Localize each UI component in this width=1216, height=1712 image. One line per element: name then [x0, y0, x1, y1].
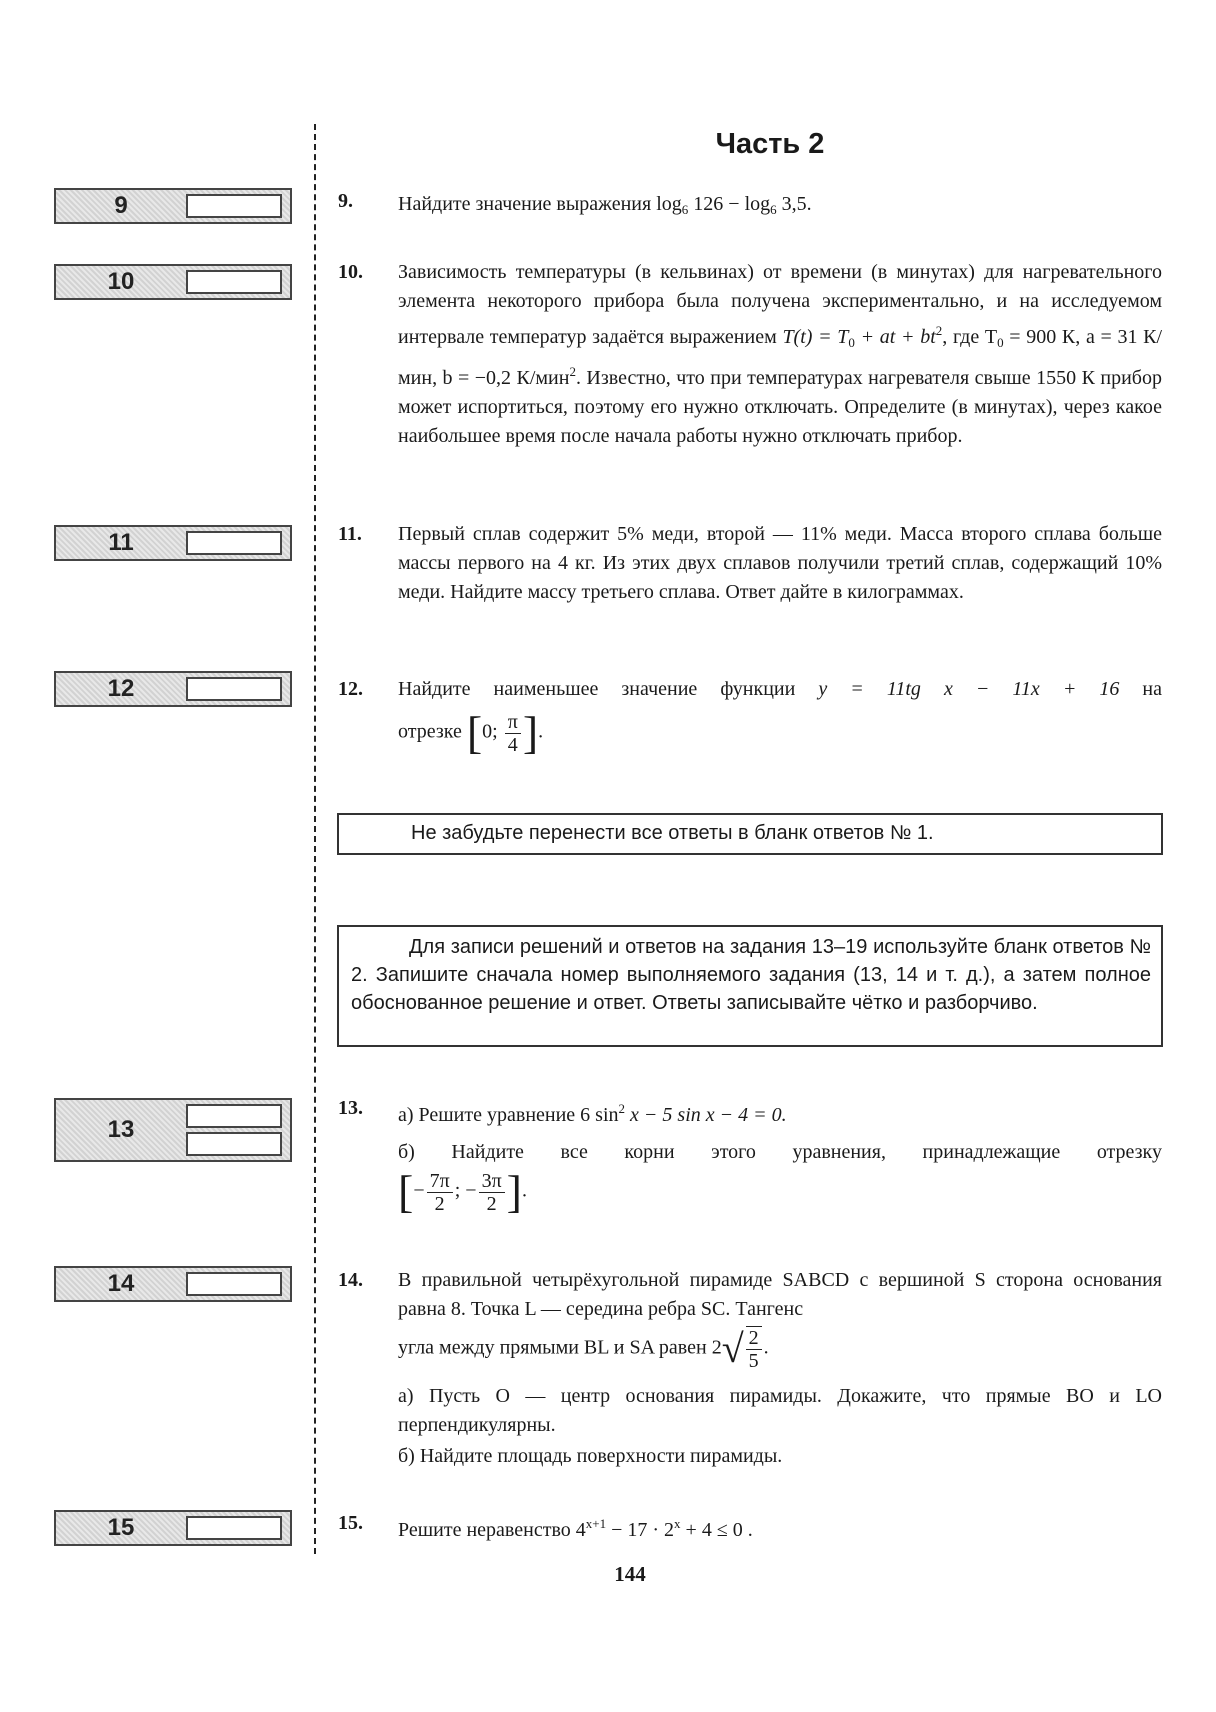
answer-badge-13 — [54, 1098, 292, 1162]
badge-number: 14 — [107, 1270, 135, 1297]
answer-badge-14 — [54, 1266, 292, 1302]
q14-text-1: В правильной четырёхугольной пирамиде SABCD с вершиной S сторона основания равна 8. Точка L — середина ребра SC. Тангенс — [398, 1269, 1162, 1320]
question-11: Первый сплав содержит 5% меди, второй — 11% меди. Масса второго сплава больше массы первого на 4 кг. Из этих двух сплавов получили третий сплав, содержащий 10% меди. Найдите массу третьего сплава. Ответ дайте в килограммах. — [398, 523, 1162, 603]
badge-number: 11 — [108, 529, 134, 556]
q12-start: 0; — [482, 720, 498, 743]
q15-text: Решите неравенство — [398, 1519, 571, 1541]
answer-badge-10 — [54, 264, 292, 300]
q10-sub: 0 — [997, 335, 1004, 350]
q9-log: log — [744, 193, 771, 215]
badge-number: 10 — [107, 268, 135, 295]
q13-a-rest: x − 5 sin x − 4 = 0. — [630, 1104, 787, 1126]
q13-b: б) Найдите все корни этого уравнения, принадлежащие отрезку — [398, 1141, 1162, 1163]
question-number-11: 11. — [338, 523, 362, 545]
q10-sub: 0 — [848, 335, 855, 350]
answer-box[interactable] — [186, 531, 282, 555]
answer-badge-11 — [54, 525, 292, 561]
q12-text: Найдите наименьшее значение функции — [398, 678, 796, 700]
q10-formula-rest: + at + bt — [860, 326, 936, 348]
q10-a: a = 31 К/мин, — [398, 326, 1163, 389]
question-13: а) Решите уравнение 6 $\sin^2 x - 5$ sin x − 4 = 0. б) Найдите все корни этого уравнения, принадлежащие отрезку [− $\frac{7\pi}{2}$ ; − $\frac{3\pi}{2}$ ]. — [398, 1101, 1162, 1217]
answer-badge-12 — [54, 671, 292, 707]
answer-box[interactable] — [186, 1516, 282, 1540]
page-number: 144 — [614, 1562, 646, 1586]
q9-arg1: 126 − — [693, 193, 740, 215]
q12-segment: отрезке — [398, 720, 462, 743]
q14-text-2: угла между прямыми BL и SA равен 2 — [398, 1336, 722, 1359]
answer-box[interactable] — [186, 270, 282, 294]
q13-fraction-2: $\frac{3\pi}{2}$ — [479, 1170, 505, 1215]
q10-text-2: . Известно, что при температурах нагревателя свыше 1550 К прибор может испортиться, поэтому его нужно отключать. Определите (в минутах), через какое наибольшее время после начала работы нужно отключать прибор. — [398, 367, 1162, 447]
badge-number: 13 — [107, 1116, 135, 1143]
question-15: Решите неравенство $4^{x+1} - 17 \cdot 2^x + 4 \le 0$ . — [398, 1516, 753, 1541]
question-number-15: 15. — [338, 1512, 363, 1534]
q12-function: y = 11tg x − 11x + 16 — [818, 678, 1120, 700]
right-bracket: ] — [522, 707, 539, 758]
badge-number: 9 — [114, 192, 128, 219]
q9-base: 6 — [770, 202, 777, 217]
left-bracket: [ — [466, 707, 483, 758]
answer-box[interactable] — [186, 677, 282, 701]
question-number-14: 14. — [338, 1269, 363, 1291]
sqrt-expression: √ $\frac{2}{5}$ — [722, 1326, 764, 1372]
badge-number: 12 — [107, 675, 135, 702]
q9-arg2: 3,5. — [781, 193, 812, 215]
question-12: Найдите наименьшее значение функции y = 11tg x − 11x + 16 на отрезке [0; $\frac{\pi}{4}$ ]. — [398, 678, 1163, 758]
answer-box[interactable] — [186, 1272, 282, 1296]
q9-log: log — [656, 193, 682, 215]
answer-box-a[interactable] — [186, 1104, 282, 1128]
part-title: Часть 2 — [715, 128, 825, 160]
question-10 — [398, 258, 1162, 451]
question-number-12: 12. — [338, 678, 363, 700]
q10-sup: 2 — [569, 364, 576, 379]
q10-sup: 2 — [935, 323, 943, 338]
q10-text-1: Зависимость температуры (в кельвинах) от времени (в минутах) для нагревательного элемента некоторого прибора была получена экспериментально, и на исследуемом интервале температур задаётся выражением — [398, 261, 1162, 348]
q9-text: Найдите значение выражения — [398, 193, 652, 215]
question-14: В правильной четырёхугольной пирамиде SABCD с вершиной S сторона основания равна 8. Точка L — середина ребра SC. Тангенс угла между прямыми BL и SA равен 2√ $\frac{2}{5}$ . а) Пусть O — центр основания пирамиды. Докажите, что прямые BO и LO перпендикулярны. б) Найдите площадь поверхности пирамиды. — [398, 1266, 1162, 1471]
right-bracket: ] — [506, 1166, 522, 1217]
q13-fraction-1: $\frac{7\pi}{2}$ — [427, 1170, 453, 1215]
reminder-notice: Не забудьте перенести все ответы в бланк ответов № 1. — [337, 813, 1163, 855]
q10-t0: = 900 К, — [1009, 326, 1081, 348]
answer-box[interactable] — [186, 194, 282, 218]
q10-where: , где T — [942, 326, 998, 348]
q14-b: б) Найдите площадь поверхности пирамиды. — [398, 1445, 783, 1467]
margin-divider — [314, 124, 316, 1554]
question-9 — [398, 190, 1162, 224]
question-number-10: 10. — [338, 261, 363, 283]
q14-a: а) Пусть O — центр основания пирамиды. Докажите, что прямые BO и LO перпендикулярны. — [398, 1385, 1162, 1436]
q12-on: на — [1142, 678, 1163, 700]
q13-a: а) Решите уравнение 6 sin — [398, 1104, 619, 1126]
instructions-notice: Для записи решений и ответов на задания 13–19 используйте бланк ответов № 2. Запишите сначала номер выполняемого задания (13, 14 и т. д.), а затем полное обоснованное решение и ответ. Ответы записывайте чётко и разборчиво. — [337, 925, 1163, 1047]
q9-base: 6 — [681, 202, 689, 217]
q10-formula: T(t) = T — [782, 326, 849, 348]
answer-badge-9 — [54, 188, 292, 224]
question-number-13: 13. — [338, 1097, 363, 1119]
badge-number: 15 — [107, 1514, 135, 1541]
answer-box-b[interactable] — [186, 1132, 282, 1156]
question-number-9: 9. — [338, 190, 353, 212]
answer-badge-15 — [54, 1510, 292, 1546]
q12-fraction: $\frac{\pi}{4}$ — [505, 711, 521, 756]
q10-b: b = −0,2 К/мин — [442, 367, 570, 389]
left-bracket: [ — [398, 1166, 414, 1217]
